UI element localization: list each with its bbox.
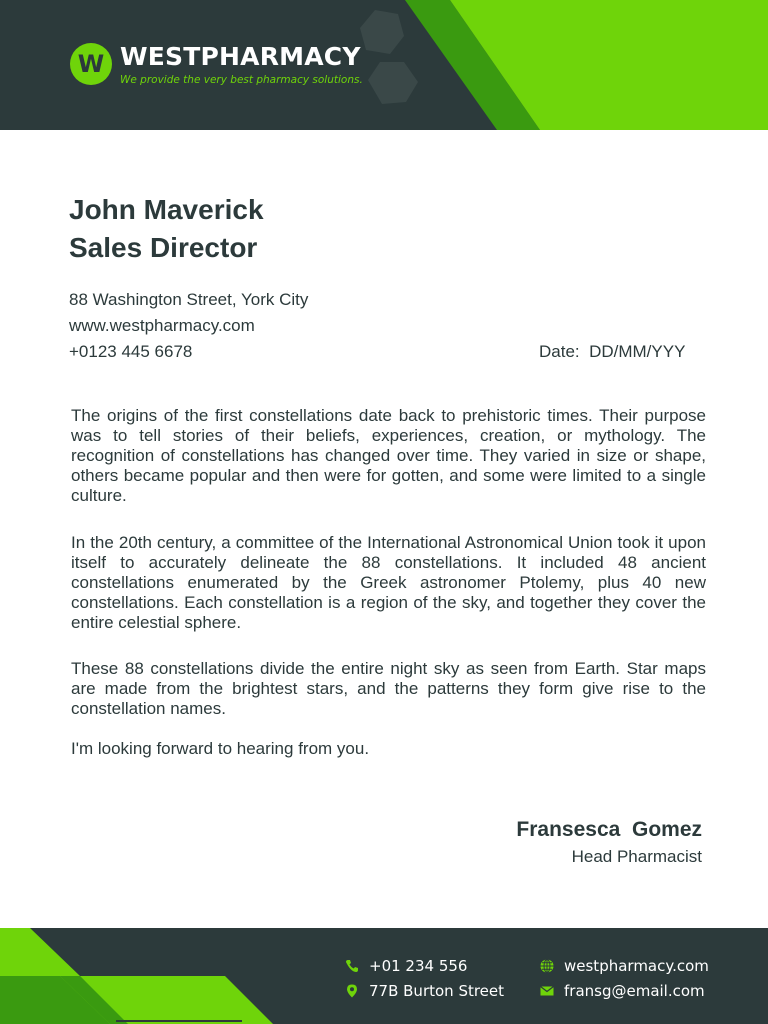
signature-role: Head Pharmacist [571,847,702,866]
recipient-website: www.westpharmacy.com [69,316,255,335]
brand-tagline: We provide the very best pharmacy solutions. [120,74,363,86]
footer-decoration [0,928,768,1024]
footer-phone-text: +01 234 556 [369,957,468,975]
closing-line: I'm looking forward to hearing from you. [71,739,370,758]
hexagon-shape [360,10,404,54]
letterhead-header [0,0,768,130]
company-logo [70,43,363,86]
recipient-address: 88 Washington Street, York City [69,290,309,309]
recipient-phone: +0123 445 6678 [69,342,193,361]
footer-website[interactable] [540,957,709,975]
footer-address-text: 77B Burton Street [369,982,505,1000]
logo-text [120,43,363,86]
body-paragraph-3: These 88 constellations divide the entire night sky as seen from Earth. Star maps are made from the brightest stars, and the patterns they form give rise to the constellation names. [71,659,706,718]
footer-website-text: westpharmacy.com [564,957,709,975]
body-paragraph-1: The origins of the first constellations date back to prehistoric times. Their purpose was to tell stories of their beliefs, experiences, creation, or mythology. The recognition of constellations has changed over time. They varied in size or shape, others became popular and then were for gotten, and some were limited to a single culture. [71,406,706,505]
letter-date: Date: DD/MM/YYY [539,342,686,361]
brand-name: WESTPHARMACY [120,42,361,71]
footer-email-text: fransg@email.com [564,982,705,1000]
hexagon-shape [368,62,418,104]
phone-icon [345,959,359,973]
location-pin-icon [345,984,359,998]
recipient-name: John Maverick [69,194,264,225]
email-icon [540,984,554,998]
globe-icon [540,959,554,973]
footer-address [345,982,504,1000]
logo-letter: W [77,50,105,78]
bottom-divider [116,1020,242,1022]
signature-name: Fransesca Gomez [516,818,702,841]
footer-phone [345,957,467,975]
recipient-title: Sales Director [69,232,258,263]
body-paragraph-2: In the 20th century, a committee of the International Astronomical Union took it upon itself to accurately delineate the 88 constellations. It included 48 ancient constellations enumerated by the Greek astronomer Ptolemy, plus 40 new constellations. Each constellation is a region of the sky, and together they cover the entire celestial sphere. [71,533,706,632]
footer-email[interactable] [540,982,705,1000]
logo-badge-icon [70,43,112,85]
letterhead-footer [0,928,768,1024]
